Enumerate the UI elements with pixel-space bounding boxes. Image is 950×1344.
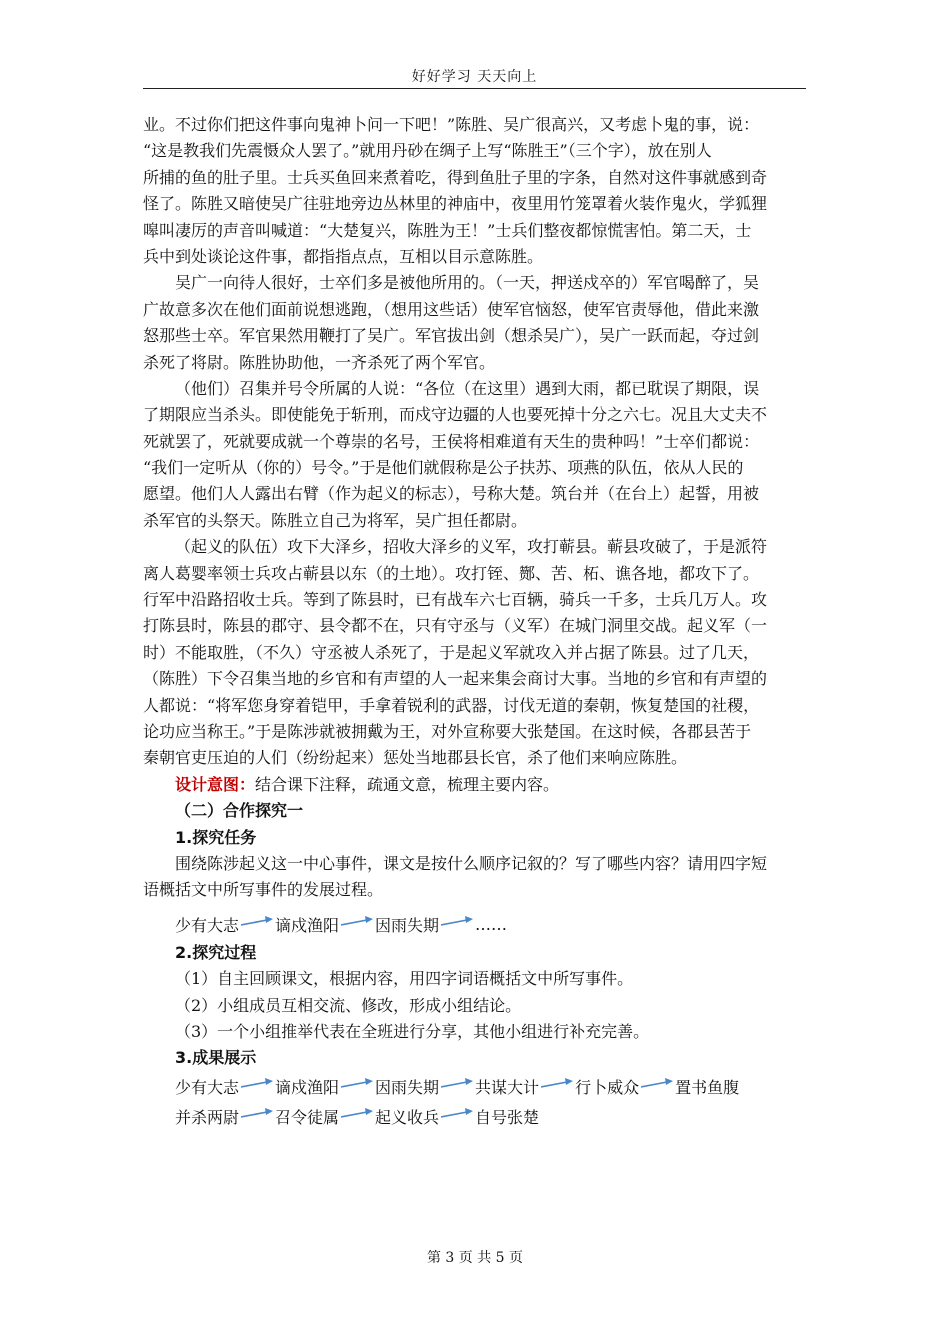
header-rule	[143, 88, 806, 89]
task-title: 1.探究任务	[175, 827, 257, 847]
flow-item: 置书鱼腹	[675, 1078, 740, 1098]
text-line: 行军中沿路招收士兵。等到了陈县时，已有战车六七百辆，骑兵一千多，士兵几万人。攻	[143, 590, 768, 610]
text-line: “我们一定听从（你的）号令。”于是他们就假称是公子扶苏、项燕的队伍，依从人民的	[143, 458, 744, 478]
arrow-icon	[341, 1075, 373, 1089]
text-line: 所捕的鱼的肚子里。士兵买鱼回来煮着吃，得到鱼肚子里的字条，自然对这件事就感到奇	[143, 167, 768, 187]
text-line: （他们）召集并号令所属的人说：“各位（在这里）遇到大雨，都已耽误了期限，误	[175, 378, 760, 398]
text-line: “这是教我们先震慑众人罢了。”就用丹砂在绸子上写“陈胜王”（三个字），放在别人	[143, 141, 712, 161]
text-line: 怪了。陈胜又暗使吴广往驻地旁边丛林里的神庙中，夜里用竹笼罩着火装作鬼火，学狐狸	[143, 194, 768, 214]
text-line: 了期限应当杀头。即使能免于斩刑，而戍守边疆的人也要死掉十分之六七。况且大丈夫不	[143, 405, 768, 425]
text-line: 愿望。他们人人露出右臂（作为起义的标志），号称大楚。筑台并（在台上）起誓，用被	[143, 484, 760, 504]
arrow-icon	[241, 913, 273, 927]
task-text-line: 围绕陈涉起义这一中心事件，课文是按什么顺序记叙的？写了哪些内容？请用四字短	[175, 853, 768, 873]
design-intent-text: 结合课下注释，疏通文意，梳理主要内容。	[255, 774, 560, 794]
flow-item: ……	[475, 915, 508, 935]
flow-item: 并杀两尉	[175, 1108, 240, 1128]
paragraph-1	[143, 112, 809, 270]
flow-item: 谪戍渔阳	[275, 1078, 340, 1098]
task-flow	[143, 910, 809, 940]
process-step: （2）小组成员互相交流、修改，形成小组结论。	[175, 995, 522, 1015]
results-title: 3.成果展示	[175, 1048, 257, 1068]
text-line: 离人葛婴率领士兵攻占蕲县以东（的土地）。攻打铚、酂、苦、柘、谯各地，都攻下了。	[143, 563, 760, 583]
text-line: 兵中到处谈论这件事，都指指点点，互相以目示意陈胜。	[143, 246, 544, 266]
arrow-icon	[441, 913, 473, 927]
flow-item: 因雨失期	[375, 1078, 440, 1098]
flow-item: 行卜威众	[575, 1078, 640, 1098]
arrow-icon	[241, 1105, 273, 1119]
section-title: （二）合作探究一	[175, 801, 304, 821]
text-line: 怒那些士卒。军官果然用鞭打了吴广。军官拔出剑（想杀吴广），吴广一跃而起，夺过剑	[143, 326, 760, 346]
text-line: （起义的队伍）攻下大泽乡，招收大泽乡的义军，攻打蕲县。蕲县攻破了，于是派符	[175, 537, 768, 557]
text-line: 业。不过你们把这件事向鬼神卜问一下吧！”陈胜、吴广很高兴，又考虑卜鬼的事，说：	[143, 115, 760, 134]
arrow-icon	[341, 913, 373, 927]
text-line: 打陈县时，陈县的郡守、县令都不在，只有守丞与（义军）在城门洞里交战。起义军（一	[143, 616, 768, 636]
text-line: 吴广一向待人很好，士卒们多是被他所用的。（一天，押送戍卒的）军官喝醉了，吴	[175, 273, 760, 293]
flow-item: 自号张楚	[475, 1108, 540, 1128]
text-line: 人都说：“将军您身穿着铠甲，手拿着锐利的武器，讨伐无道的秦朝，恢复楚国的社稷，	[143, 695, 760, 715]
process-step: （1）自主回顾课文，根据内容，用四字词语概括文中所写事件。	[175, 969, 634, 989]
text-line: 杀军官的头祭天。陈胜立自己为将军，吴广担任都尉。	[143, 510, 528, 530]
process-step: （3）一个小组推举代表在全班进行分享，其他小组进行补充完善。	[175, 1021, 650, 1041]
arrow-icon	[641, 1075, 673, 1089]
paragraph-4	[143, 534, 809, 772]
arrow-icon	[541, 1075, 573, 1089]
text-line: 广故意多次在他们面前说想逃跑，（想用这些话）使军官恼怒，使军官责辱他，借此来激	[143, 299, 760, 319]
flow-item: 因雨失期	[375, 916, 440, 936]
paragraph-2	[143, 270, 809, 376]
flow-item: 起义收兵	[375, 1108, 440, 1128]
text-line: 秦朝官吏压迫的人们（纷纷起来）惩处当地郡县长官，杀了他们来响应陈胜。	[143, 748, 688, 768]
paragraph-3	[143, 376, 809, 534]
arrow-icon	[441, 1105, 473, 1119]
arrow-icon	[241, 1075, 273, 1089]
design-intent	[143, 772, 809, 798]
text-line: 杀死了将尉。陈胜协助他，一齐杀死了两个军官。	[143, 352, 496, 372]
page-header: 好好学习 天天向上	[411, 69, 538, 85]
text-line: 论功应当称王。”于是陈涉就被拥戴为王，对外宣称要大张楚国。在这时候，各郡县苦于	[143, 721, 752, 741]
results-flow-row-1	[143, 1072, 809, 1102]
task-text-line: 语概括文中所写事件的发展过程。	[143, 880, 384, 900]
page-footer: 第 3 页 共 5 页	[426, 1250, 524, 1266]
flow-item: 共谋大计	[475, 1078, 540, 1098]
design-intent-label: 设计意图：	[175, 774, 256, 794]
arrow-icon	[441, 1075, 473, 1089]
flow-item: 少有大志	[175, 916, 240, 936]
text-line: 死就罢了，死就要成就一个尊崇的名号，王侯将相难道有天生的贵种吗！”士卒们都说：	[143, 431, 760, 451]
text-line: （陈胜）下令召集当地的乡官和有声望的人一起来集会商讨大事。当地的乡官和有声望的	[143, 669, 768, 689]
flow-item: 少有大志	[175, 1078, 240, 1098]
flow-item: 召令徒属	[275, 1108, 340, 1128]
text-line: 时）不能取胜，（不久）守丞被人杀死了，于是起义军就攻入并占据了陈县。过了几天，	[143, 642, 760, 662]
process-title: 2.探究过程	[175, 942, 257, 962]
arrow-icon	[341, 1105, 373, 1119]
results-flow-row-2	[143, 1102, 809, 1132]
flow-item: 谪戍渔阳	[275, 916, 340, 936]
text-line: 嗥叫凄厉的声音叫喊道：“大楚复兴，陈胜为王！”士兵们整夜都惊慌害怕。第二天，士	[143, 220, 752, 240]
page-body	[143, 112, 809, 1132]
